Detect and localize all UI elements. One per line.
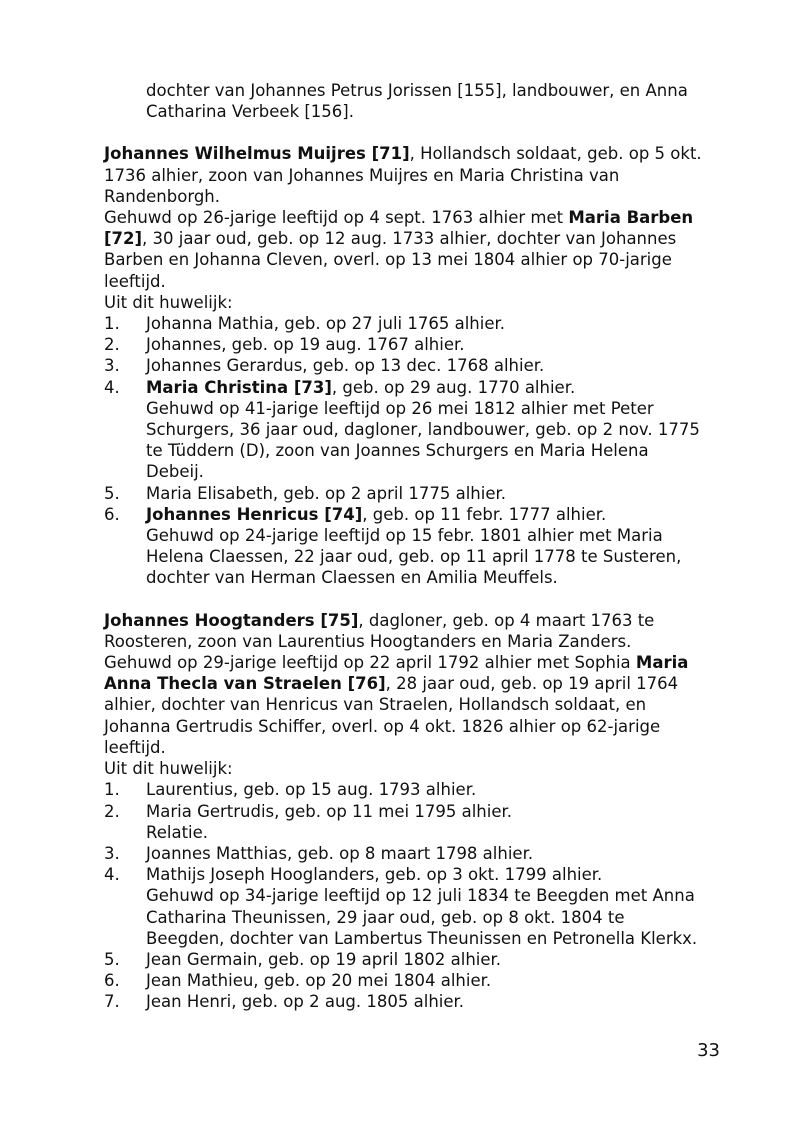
person-description: , dagloner, geb. op 4 maart 1763 te Roosteren, zoon van Laurentius Hoogtanders en Maria Zanders. [104, 610, 655, 651]
list-item: 1. Johanna Mathia, geb. op 27 juli 1765 alhier. [104, 314, 505, 334]
children-label: Uit dit huwelijk: [104, 759, 233, 779]
list-item: 2. Johannes, geb. op 19 aug. 1767 alhier. [104, 335, 465, 355]
entry-heading [104, 143, 704, 207]
list-item: 3. Joannes Matthias, geb. op 8 maart 1798 alhier. [104, 843, 534, 863]
list-item: 4. Mathijs Joseph Hooglanders, geb. op 3 okt. 1799 alhier. Gehuwd op 34-jarige leeftijd op 12 juli 1834 te Beegden met Anna Catharina Theunissen, 29 jaar oud, geb. op 8 okt. 1804 te Beegden, dochter van Lambertus Theunissen en Petronella Klerkx. [104, 865, 698, 948]
list-item: 3. Johannes Gerardus, geb. op 13 dec. 1768 alhier. [104, 356, 545, 376]
intro-continuation: dochter van Johannes Petrus Jorissen [155], landbouwer, en Anna Catharina Verbeek [156]. [146, 81, 688, 122]
list-item: 7. Jean Henri, geb. op 2 aug. 1805 alhier. [104, 992, 465, 1012]
child-marriage-note: Gehuwd op 41-jarige leeftijd op 26 mei 1812 alhier met Peter Schurgers, 36 jaar oud, dagloner, landbouwer, geb. op 2 nov. 1775 te Tüddern (D), zoon van Joannes Schurgers en Maria Helena Debeij. [146, 398, 700, 482]
person-name: Johannes Hoogtanders [75] [104, 610, 359, 630]
child-name: Johannes Henricus [74] [146, 504, 363, 524]
list-item: 2. Maria Gertrudis, geb. op 11 mei 1795 alhier. Relatie. [104, 801, 512, 842]
list-item: 5. Maria Elisabeth, geb. op 2 april 1775 alhier. [104, 483, 506, 503]
entry-johannes-hoogtanders [104, 610, 704, 1013]
child-marriage-note: Gehuwd op 34-jarige leeftijd op 12 juli 1834 te Beegden met Anna Catharina Theunissen, 29 jaar oud, geb. op 8 okt. 1804 te Beegden, dochter van Lambertus Theunissen en Petronella Klerkx. [146, 886, 698, 948]
list-item: 1. Laurentius, geb. op 15 aug. 1793 alhier. [104, 780, 477, 800]
document-page [104, 80, 704, 1013]
child-marriage-note: Gehuwd op 24-jarige leeftijd op 15 febr. 1801 alhier met Maria Helena Claessen, 22 jaar oud, geb. op 11 april 1778 te Susteren, dochter van Herman Claessen en Amilia Meuffels. [146, 526, 682, 588]
page-number: 33 [697, 1040, 720, 1061]
marriage-record: Gehuwd op 29-jarige leeftijd op 22 april 1792 alhier met Sophia Maria Anna Thecla van Straelen [76], 28 jaar oud, geb. op 19 april 1764 alhier, dochter van Henricus van Straelen, Hollandsch soldaat, en Johanna Gertrudis Schiffer, overl. op 4 okt. 1826 alhier op 62-jarige leeftijd. [104, 653, 689, 757]
list-item: 6. Jean Mathieu, geb. op 20 mei 1804 alhier. [104, 971, 492, 991]
entry-johannes-wilhelmus-muijres [104, 143, 704, 588]
person-description: , Hollandsch soldaat, geb. op 5 okt. 1736 alhier, zoon van Johannes Muijres en Maria Christina van Randenborgh. [104, 144, 702, 206]
entry-heading [104, 610, 704, 652]
list-item: 4. Maria Christina [73], geb. op 29 aug. 1770 alhier. Gehuwd op 41-jarige leeftijd op 26 mei 1812 alhier met Peter Schurgers, 36 jaar oud, dagloner, landbouwer, geb. op 2 nov. 1775 te Tüddern (D), zoon van Joannes Schurgers en Maria Helena Debeij. [104, 377, 700, 482]
spouse-name: Maria Barben [72] [104, 208, 694, 249]
child-marriage-note: Relatie. [146, 822, 209, 842]
marriage-record: Gehuwd op 26-jarige leeftijd op 4 sept. 1763 alhier met Maria Barben [72], 30 jaar oud, geb. op 12 aug. 1733 alhier, dochter van Johannes Barben en Johanna Cleven, overl. op 13 mei 1804 alhier op 70-jarige leeftijd. [104, 208, 694, 291]
list-item: 5. Jean Germain, geb. op 19 april 1802 alhier. [104, 949, 502, 969]
person-name: Johannes Wilhelmus Muijres [71] [104, 144, 410, 164]
spouse-name: Maria Anna Thecla van Straelen [76] [104, 653, 689, 694]
list-item: 6. Johannes Henricus [74], geb. op 11 febr. 1777 alhier. Gehuwd op 24-jarige leeftijd op 15 febr. 1801 alhier met Maria Helena Claessen, 22 jaar oud, geb. op 11 april 1778 te Susteren, dochter van Herman Claessen en Amilia Meuffels. [104, 504, 682, 588]
children-label: Uit dit huwelijk: [104, 292, 233, 312]
child-name: Maria Christina [73] [146, 377, 332, 397]
